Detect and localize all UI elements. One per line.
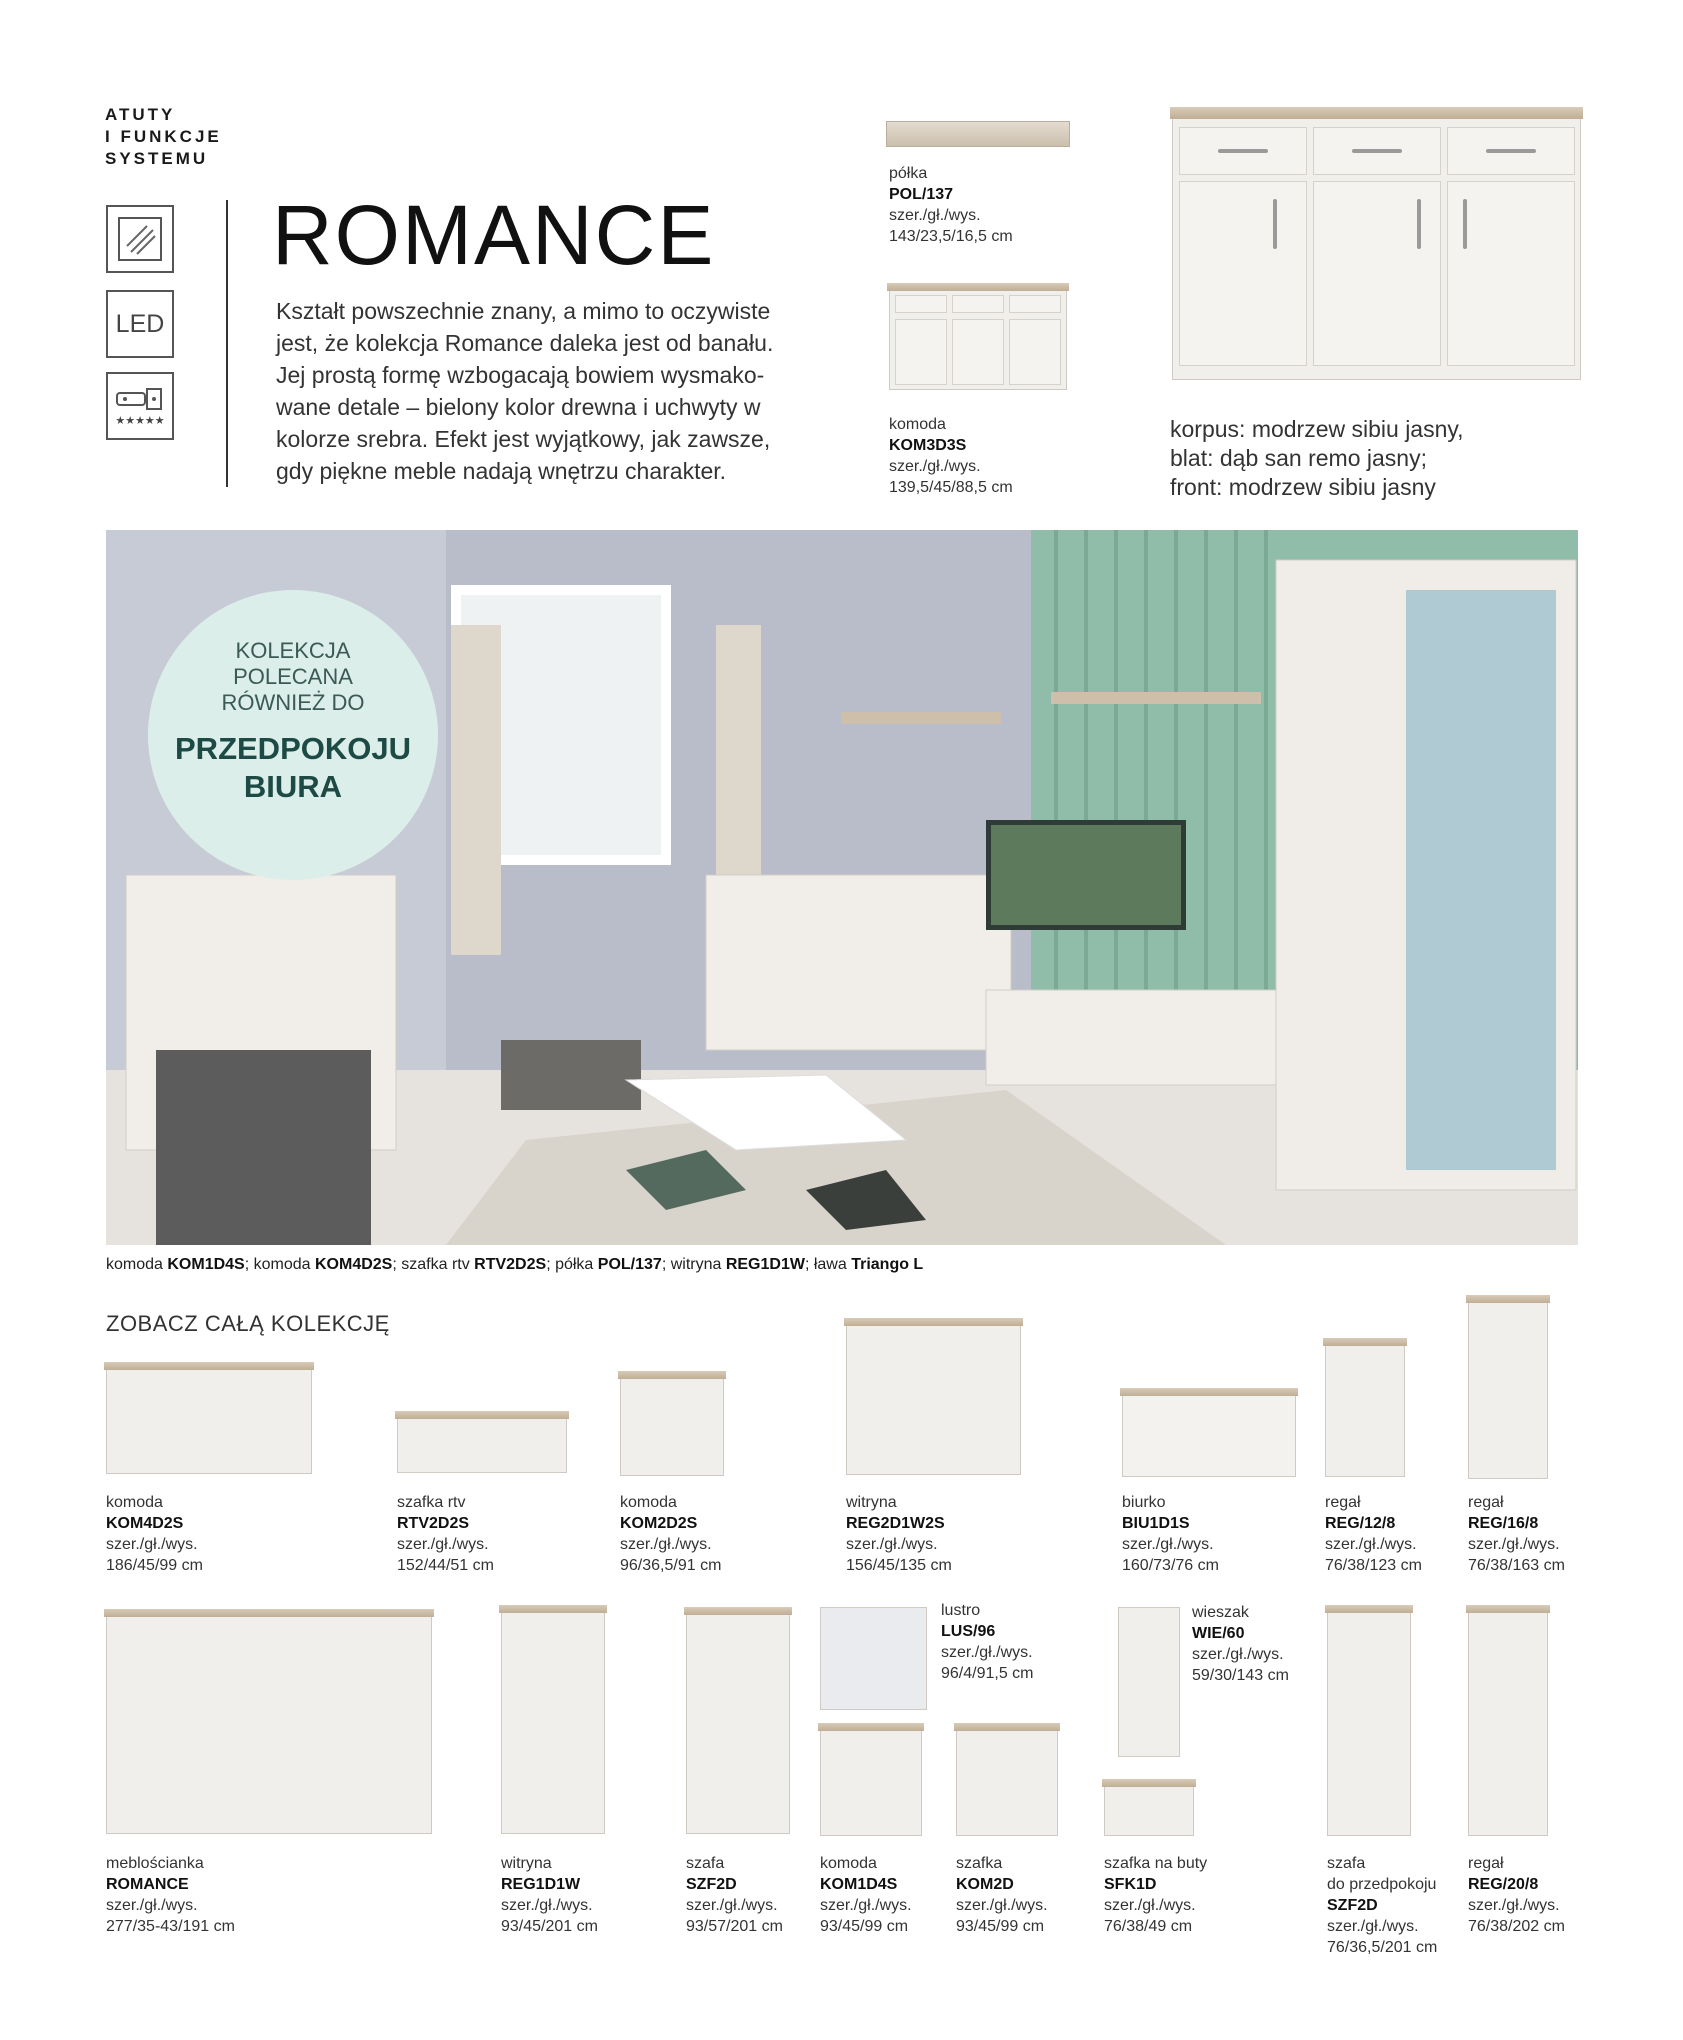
product-dims: 76/38/202 cm (1468, 1918, 1565, 1935)
product-dims: 93/57/201 cm (686, 1918, 783, 1935)
product-image-reg2d1w2s (846, 1325, 1021, 1475)
product-dim-label: szer./gł./wys. (106, 1897, 198, 1914)
product-name: lustro (941, 1602, 981, 1619)
caption-code: KOM4D2S (315, 1256, 393, 1273)
product-image-sfk1d (1104, 1786, 1194, 1836)
shelf-caption: półka POL/137 szer./gł./wys. 143/23,5/16,5 cm (889, 165, 1013, 245)
product-image-wie60 (1118, 1607, 1180, 1757)
shelf-image (886, 121, 1070, 147)
product-image-biu1d1s (1122, 1395, 1296, 1477)
product-code: ROMANCE (106, 1876, 189, 1893)
product-caption (1104, 1853, 1207, 1937)
product-image-rtv2d2s (397, 1418, 567, 1473)
product-dims: 96/36,5/91 cm (620, 1557, 722, 1574)
product-caption (620, 1492, 721, 1576)
product-image-lus96 (820, 1607, 927, 1710)
product-image-kom2d (956, 1730, 1058, 1836)
product-dim-label: szer./gł./wys. (1104, 1897, 1196, 1914)
product-dim-label: szer./gł./wys. (1468, 1536, 1560, 1553)
product-caption (1192, 1602, 1289, 1686)
caption-text: komoda (106, 1256, 168, 1273)
product-caption (846, 1492, 952, 1576)
product-caption (501, 1853, 598, 1937)
product-caption (1122, 1492, 1219, 1576)
hinge-icon: ★★★★★ (106, 372, 174, 440)
product-dim-label: szer./gł./wys. (686, 1897, 778, 1914)
product-dims: 160/73/76 cm (1122, 1557, 1219, 1574)
product-dim-label: szer./gł./wys. (956, 1897, 1048, 1914)
product-code: KOM1D4S (820, 1876, 898, 1893)
product-code: REG/20/8 (1468, 1876, 1539, 1893)
dresser-large-image (1172, 118, 1581, 380)
recommendation-badge: KOLEKCJA POLECANA RÓWNIEŻ DO PRZEDPOKOJU BIURA (148, 590, 438, 880)
product-image-kom2d2s (620, 1378, 724, 1476)
product-caption (397, 1492, 494, 1576)
product-dim-label: szer./gł./wys. (620, 1536, 712, 1553)
caption-code: POL/137 (597, 1256, 662, 1273)
caption-text: ; witryna (661, 1256, 726, 1273)
product-caption (1468, 1492, 1565, 1576)
caption-code: Triango L (851, 1256, 924, 1273)
product-caption (1327, 1853, 1437, 1958)
product-dims: 96/4/91,5 cm (941, 1665, 1034, 1682)
product-caption (106, 1853, 235, 1937)
product-name: witryna (501, 1855, 552, 1872)
product-code: REG/12/8 (1325, 1515, 1396, 1532)
product-caption (820, 1853, 912, 1937)
product-code: KOM2D (956, 1876, 1014, 1893)
product-name: wieszak (1192, 1604, 1249, 1621)
product-image-szf2d (686, 1614, 790, 1834)
product-name: szafa (686, 1855, 725, 1872)
product-name: szafa (1327, 1855, 1366, 1872)
product-name: witryna (846, 1494, 897, 1511)
product-name: do przedpokoju (1327, 1876, 1437, 1893)
product-dim-label: szer./gł./wys. (397, 1536, 489, 1553)
product-name: meblościanka (106, 1855, 204, 1872)
dresser-caption: komoda KOM3D3S szer./gł./wys. 139,5/45/88,5 cm (889, 416, 1013, 496)
product-dim-label: szer./gł./wys. (941, 1644, 1033, 1661)
product-image-romance (106, 1616, 432, 1834)
product-name: szafka (956, 1855, 1003, 1872)
product-dims: 186/45/99 cm (106, 1557, 203, 1574)
features-heading: ATUTY I FUNKCJE SYSTEMU (105, 105, 222, 168)
product-name: komoda (620, 1494, 677, 1511)
product-image-szf2d-hall (1327, 1612, 1411, 1836)
product-dims: 59/30/143 cm (1192, 1667, 1289, 1684)
product-name: komoda (106, 1494, 163, 1511)
product-dims: 76/36,5/201 cm (1327, 1939, 1438, 1956)
product-name: regał (1468, 1494, 1504, 1511)
product-dims: 156/45/135 cm (846, 1557, 952, 1574)
product-dims: 93/45/99 cm (956, 1918, 1045, 1935)
product-name: komoda (820, 1855, 877, 1872)
product-name: biurko (1122, 1494, 1166, 1511)
product-image-reg-12-8 (1325, 1345, 1405, 1477)
product-code: SZF2D (1327, 1897, 1378, 1914)
product-caption (106, 1492, 203, 1576)
product-dims: 76/38/49 cm (1104, 1918, 1193, 1935)
see-all-title: ZOBACZ CAŁĄ KOLEKCJĘ (106, 1311, 390, 1336)
product-code: REG/16/8 (1468, 1515, 1539, 1532)
product-code: KOM2D2S (620, 1515, 698, 1532)
product-code: RTV2D2S (397, 1515, 470, 1532)
product-dims: 76/38/123 cm (1325, 1557, 1422, 1574)
caption-text: ; komoda (244, 1256, 315, 1273)
product-dim-label: szer./gł./wys. (820, 1897, 912, 1914)
product-dim-label: szer./gł./wys. (1122, 1536, 1214, 1553)
photo-caption (106, 1256, 923, 1274)
product-code: SFK1D (1104, 1876, 1157, 1893)
product-image-reg1d1w (501, 1612, 605, 1834)
caption-text: ; ława (804, 1256, 852, 1273)
product-dim-label: szer./gł./wys. (1468, 1897, 1560, 1914)
product-image-kom4d2s (106, 1369, 312, 1474)
caption-code: REG1D1W (725, 1256, 805, 1273)
dresser-small-image (889, 290, 1067, 390)
caption-code: RTV2D2S (474, 1256, 547, 1273)
product-name: regał (1468, 1855, 1504, 1872)
divider-line (226, 200, 228, 487)
product-caption (1468, 1853, 1565, 1937)
product-dim-label: szer./gł./wys. (1192, 1646, 1284, 1663)
product-caption (686, 1853, 783, 1937)
collection-title: ROMANCE (272, 188, 716, 282)
product-dims: 93/45/201 cm (501, 1918, 598, 1935)
caption-code: KOM1D4S (167, 1256, 245, 1273)
product-code: REG1D1W (501, 1876, 581, 1893)
product-caption (941, 1600, 1034, 1684)
product-code: LUS/96 (941, 1623, 996, 1640)
glass-panel-icon (106, 205, 174, 273)
product-code: REG2D1W2S (846, 1515, 945, 1532)
product-image-reg-20-8 (1468, 1612, 1548, 1836)
product-dim-label: szer./gł./wys. (846, 1536, 938, 1553)
product-dim-label: szer./gł./wys. (1325, 1536, 1417, 1553)
product-code: BIU1D1S (1122, 1515, 1190, 1532)
product-dims: 152/44/51 cm (397, 1557, 494, 1574)
collection-intro: Kształt powszechnie znany, a mimo to oczywiste jest, że kolekcja Romance daleka jest od banału. Jej prostą formę wzbogacają bowiem wysmako- wane detale – bielony kolor drewna i uchwyty w kolorze srebra. Efekt jest wyjątkowy, jak zawsze, gdy piękne meble nadają wnętrzu charakter. (276, 298, 774, 484)
product-code: WIE/60 (1192, 1625, 1245, 1642)
product-name: szafka rtv (397, 1494, 466, 1511)
caption-text: ; szafka rtv (392, 1256, 475, 1273)
product-dim-label: szer./gł./wys. (106, 1536, 198, 1553)
product-dim-label: szer./gł./wys. (501, 1897, 593, 1914)
product-caption (1325, 1492, 1422, 1576)
product-code: SZF2D (686, 1876, 737, 1893)
product-code: KOM4D2S (106, 1515, 184, 1532)
product-dim-label: szer./gł./wys. (1327, 1918, 1419, 1935)
product-dims: 277/35-43/191 cm (106, 1918, 235, 1935)
product-image-reg-16-8 (1468, 1302, 1548, 1479)
led-icon: LED (106, 290, 174, 358)
product-image-kom1d4s (820, 1730, 922, 1836)
product-dims: 93/45/99 cm (820, 1918, 909, 1935)
product-name: regał (1325, 1494, 1361, 1511)
caption-text: ; półka (546, 1256, 598, 1273)
product-dims: 76/38/163 cm (1468, 1557, 1565, 1574)
materials-info: korpus: modrzew sibiu jasny, blat: dąb san remo jasny; front: modrzew sibiu jasny (1170, 416, 1464, 500)
product-caption (956, 1853, 1048, 1937)
product-name: szafka na buty (1104, 1855, 1208, 1872)
